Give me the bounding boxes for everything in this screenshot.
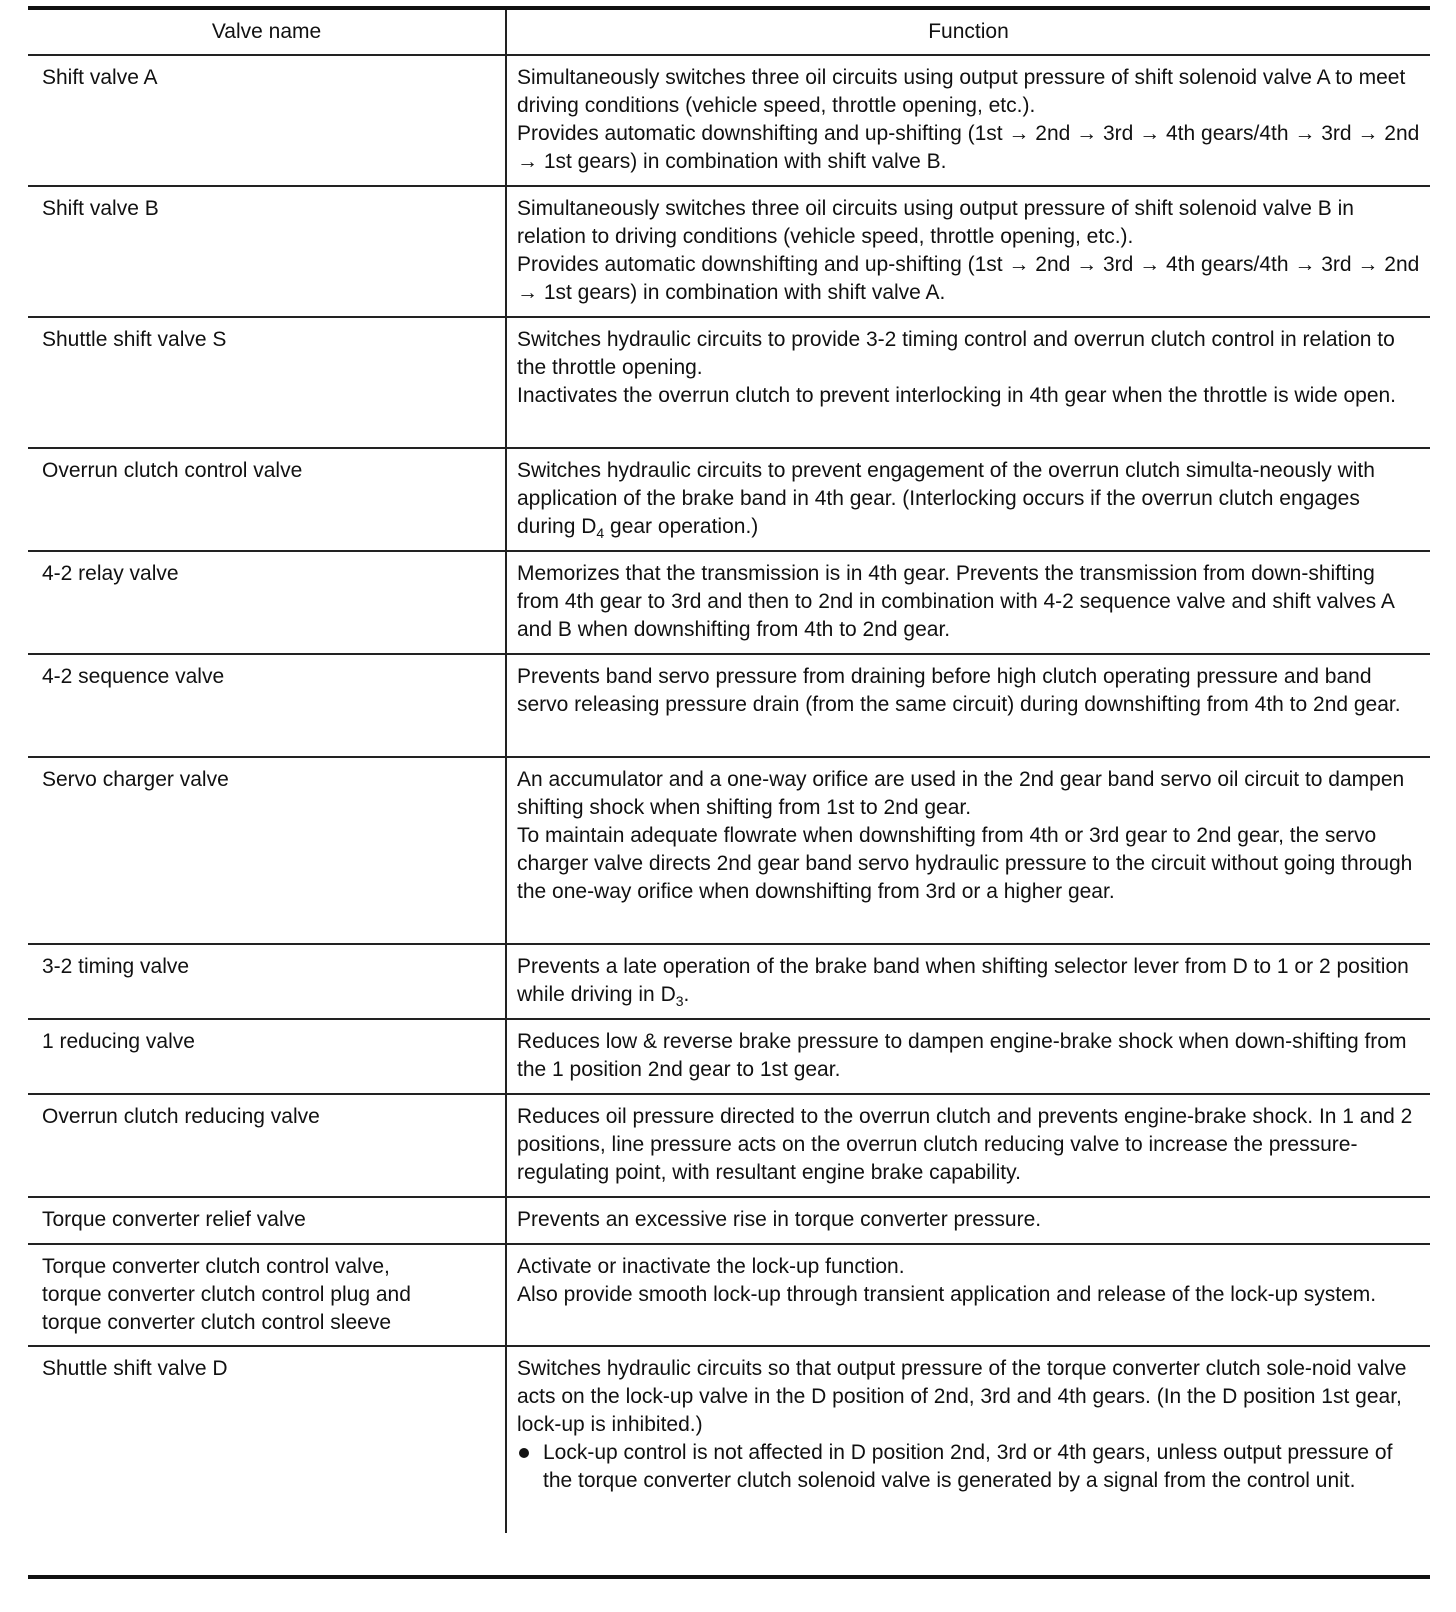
table-body <box>28 55 1430 1533</box>
function-cell <box>506 55 1430 186</box>
function-text: Prevents band servo pressure from draining before high clutch operating pressure and band servo releasing pressure drain (from the same circuit) during downshifting from 4th to 2nd gear. <box>517 665 1401 716</box>
bullet-item <box>517 1439 1420 1495</box>
table-row <box>28 1019 1430 1094</box>
valve-name: Shuttle shift valve S <box>42 328 227 351</box>
table-row <box>28 1197 1430 1244</box>
function-text: Prevents an excessive rise in torque converter pressure. <box>517 1208 1042 1231</box>
table-row <box>28 448 1430 551</box>
function-cell <box>506 551 1430 654</box>
function-cell <box>506 317 1430 448</box>
valve-function-table <box>28 10 1430 1533</box>
valve-name-cell <box>28 186 506 317</box>
function-cell <box>506 1019 1430 1094</box>
table-row <box>28 317 1430 448</box>
table-row <box>28 55 1430 186</box>
function-cell <box>506 654 1430 757</box>
valve-name-cell <box>28 757 506 944</box>
function-text: Also provide smooth lock-up through transient application and release of the lock-up system. <box>517 1283 1377 1306</box>
table-row <box>28 1094 1430 1197</box>
gear-subscript: 3 <box>675 993 684 1010</box>
function-text: An accumulator and a one-way orifice are used in the 2nd gear band servo oil circuit to dampen shifting shock when shifting from 1st to 2nd gear. <box>517 768 1405 819</box>
function-text: Switches hydraulic circuits to provide 3-2 timing control and overrun clutch control in relation to the throttle opening. <box>517 328 1395 379</box>
valve-name-cell <box>28 448 506 551</box>
function-text: Switches hydraulic circuits so that output pressure of the torque converter clutch sole-noid valve acts on the lock-up valve in the D position of 2nd, 3rd and 4th gears. (In the D position 1st gear, lock-up is inhibited.) <box>517 1357 1407 1436</box>
function-cell <box>506 1244 1430 1346</box>
valve-name-cell <box>28 944 506 1019</box>
function-text: Inactivates the overrun clutch to prevent interlocking in 4th gear when the throttle is wide open. <box>517 384 1397 407</box>
valve-name: Torque converter clutch control valve, <box>42 1255 390 1278</box>
function-text: Switches hydraulic circuits to prevent engagement of the overrun clutch simulta-neously with application of the brake band in 4th gear. (Interlocking occurs if the overrun clutch engages during $D_4$ gear operation.) <box>517 459 1375 542</box>
function-text: Provides automatic downshifting and up-shifting (1st → 2nd → 3rd → 4th gears/4th → 3rd → 2nd → 1st gears) in combination with shift valve A. <box>517 253 1420 304</box>
function-cell <box>506 448 1430 551</box>
valve-name: torque converter clutch control plug and <box>42 1283 411 1306</box>
valve-name: Overrun clutch reducing valve <box>42 1105 320 1128</box>
function-text: Reduces low & reverse brake pressure to dampen engine-brake shock when down-shifting from the 1 position 2nd gear to 1st gear. <box>517 1030 1407 1081</box>
valve-name-cell <box>28 1197 506 1244</box>
valve-name: Servo charger valve <box>42 768 229 791</box>
gear-subscript: 4 <box>596 525 605 542</box>
valve-name: Shift valve B <box>42 197 159 220</box>
table-row <box>28 186 1430 317</box>
bullet-text: Lock-up control is not affected in D position 2nd, 3rd or 4th gears, unless output pressure of the torque converter clutch solenoid valve is generated by a signal from the control unit. <box>543 1441 1393 1492</box>
function-text: Simultaneously switches three oil circuits using output pressure of shift solenoid valve A to meet driving conditions (vehicle speed, throttle opening, etc.). <box>517 66 1406 117</box>
table-row <box>28 654 1430 757</box>
function-cell <box>506 1197 1430 1244</box>
column-header-function: Function <box>506 10 1430 55</box>
column-header-valve-name: Valve name <box>28 10 506 55</box>
function-text: Activate or inactivate the lock-up function. <box>517 1255 905 1278</box>
valve-name-cell <box>28 1244 506 1346</box>
valve-name-cell <box>28 1094 506 1197</box>
function-cell <box>506 757 1430 944</box>
table-row <box>28 757 1430 944</box>
valve-name: torque converter clutch control sleeve <box>42 1311 392 1334</box>
function-text: Memorizes that the transmission is in 4th gear. Prevents the transmission from down-shifting from 4th gear to 3rd and then to 2nd in combination with 4-2 sequence valve and shift valves A and B when downshifting from 4th to 2nd gear. <box>517 562 1394 641</box>
valve-name: 1 reducing valve <box>42 1030 195 1053</box>
valve-name: Shuttle shift valve D <box>42 1357 228 1380</box>
function-text: Prevents a late operation of the brake band when shifting selector lever from D to 1 or 2 position while driving in $D_3$. <box>517 955 1409 1010</box>
table-row <box>28 1244 1430 1346</box>
header-row <box>28 10 1430 55</box>
table-row <box>28 944 1430 1019</box>
function-text: To maintain adequate flowrate when downshifting from 4th or 3rd gear to 2nd gear, the servo charger valve directs 2nd gear band servo hydraulic pressure to the circuit without going through the one-way orifice when downshifting from 3rd or a higher gear. <box>517 824 1413 903</box>
valve-name-cell <box>28 1346 506 1533</box>
function-cell <box>506 186 1430 317</box>
bottom-rule <box>28 1575 1430 1579</box>
valve-name-cell <box>28 551 506 654</box>
valve-name-cell <box>28 55 506 186</box>
valve-name: Overrun clutch control valve <box>42 459 303 482</box>
function-cell <box>506 1346 1430 1533</box>
valve-name-cell <box>28 654 506 757</box>
function-text: Simultaneously switches three oil circuits using output pressure of shift solenoid valve B in relation to driving conditions (vehicle speed, throttle opening, etc.). <box>517 197 1354 248</box>
table-row <box>28 551 1430 654</box>
valve-name: Torque converter relief valve <box>42 1208 306 1231</box>
valve-name: Shift valve A <box>42 66 158 89</box>
function-text: Reduces oil pressure directed to the overrun clutch and prevents engine-brake shock. In 1 and 2 positions, line pressure acts on the overrun clutch reducing valve to increase the pressure-regulating point, with resultant engine brake capability. <box>517 1105 1413 1184</box>
valve-name: 3-2 timing valve <box>42 955 190 978</box>
table-row <box>28 1346 1430 1533</box>
valve-name-cell <box>28 1019 506 1094</box>
function-cell <box>506 944 1430 1019</box>
valve-name: 4-2 sequence valve <box>42 665 225 688</box>
valve-name-cell <box>28 317 506 448</box>
valve-name: 4-2 relay valve <box>42 562 179 585</box>
function-text: Provides automatic downshifting and up-shifting (1st → 2nd → 3rd → 4th gears/4th → 3rd → 2nd → 1st gears) in combination with shift valve B. <box>517 122 1420 173</box>
bullet-icon <box>519 1448 529 1458</box>
function-cell <box>506 1094 1430 1197</box>
